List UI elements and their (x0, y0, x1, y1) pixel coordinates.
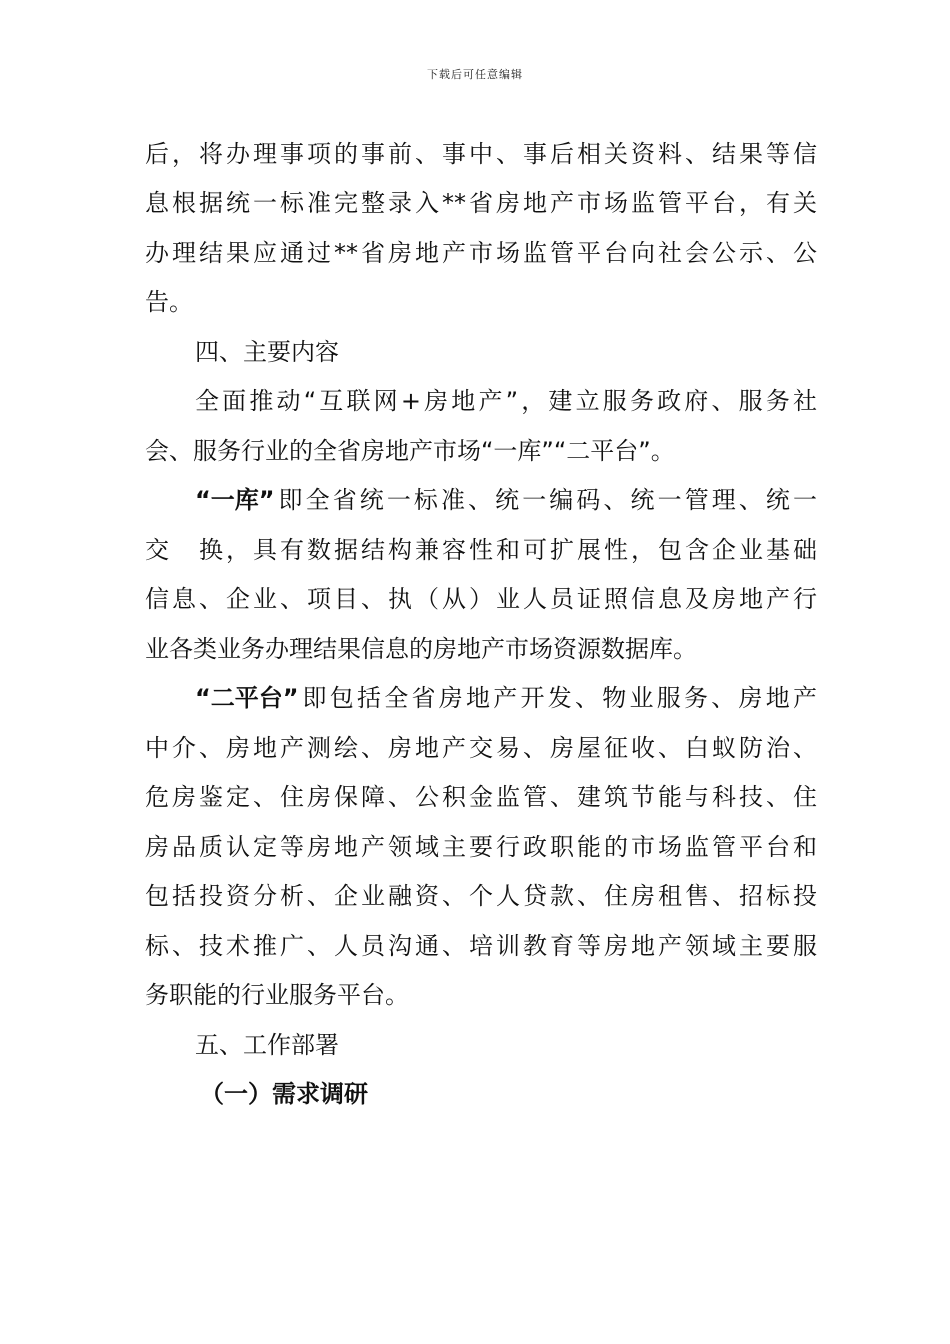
paragraph-line: 信息、企业、项目、执（从）业人员证照信息及房地产行 (145, 585, 817, 613)
paragraph-line: 息根据统一标准完整录入**省房地产市场监管平台，有关 (145, 189, 817, 217)
paragraph-line: 房品质认定等房地产领域主要行政职能的市场监管平台和 (145, 833, 817, 861)
paragraph-line (195, 484, 817, 516)
section-heading-4: 四、主要内容 (195, 338, 339, 366)
paragraph-line: 危房鉴定、住房保障、公积金监管、建筑节能与科技、住 (145, 783, 817, 811)
paragraph-line: 全面推动“互联网+房地产”，建立服务政府、服务社 (195, 387, 817, 415)
term-erpingtai-definition: 即包括全省房地产开发、物业服务、房地产 (302, 684, 817, 712)
paragraph-line: 办理结果应通过**省房地产市场监管平台向社会公示、公 (145, 239, 817, 267)
paragraph-line: 后，将办理事项的事前、事中、事后相关资料、结果等信 (145, 140, 817, 168)
paragraph-line: 会、服务行业的全省房地产市场“一库”“二平台”。 (145, 437, 675, 465)
section-heading-5: 五、工作部署 (195, 1031, 339, 1059)
paragraph-line: 告。 (145, 288, 193, 316)
term-yiku-definition: 即全省统一标准、统一编码、统一管理、统一 (278, 486, 817, 514)
paragraph-line: 业各类业务办理结果信息的房地产市场资源数据库。 (145, 635, 697, 663)
paragraph-line: 中介、房地产测绘、房地产交易、房屋征收、白蚁防治、 (145, 734, 817, 762)
term-yiku: “一库” (195, 486, 275, 514)
paragraph-line: 交 换，具有数据结构兼容性和可扩展性，包含企业基础 (145, 536, 817, 564)
term-erpingtai: “二平台” (195, 684, 299, 712)
paragraph-line: 包括投资分析、企业融资、个人贷款、住房租售、招标投 (145, 882, 817, 910)
paragraph-line (195, 682, 817, 714)
paragraph-line: 务职能的行业服务平台。 (145, 981, 409, 1009)
subsection-heading: （一）需求调研 (200, 1080, 368, 1108)
page-header: 下载后可任意编辑 (427, 68, 523, 81)
paragraph-line: 标、技术推广、人员沟通、培训教育等房地产领域主要服 (145, 932, 817, 960)
